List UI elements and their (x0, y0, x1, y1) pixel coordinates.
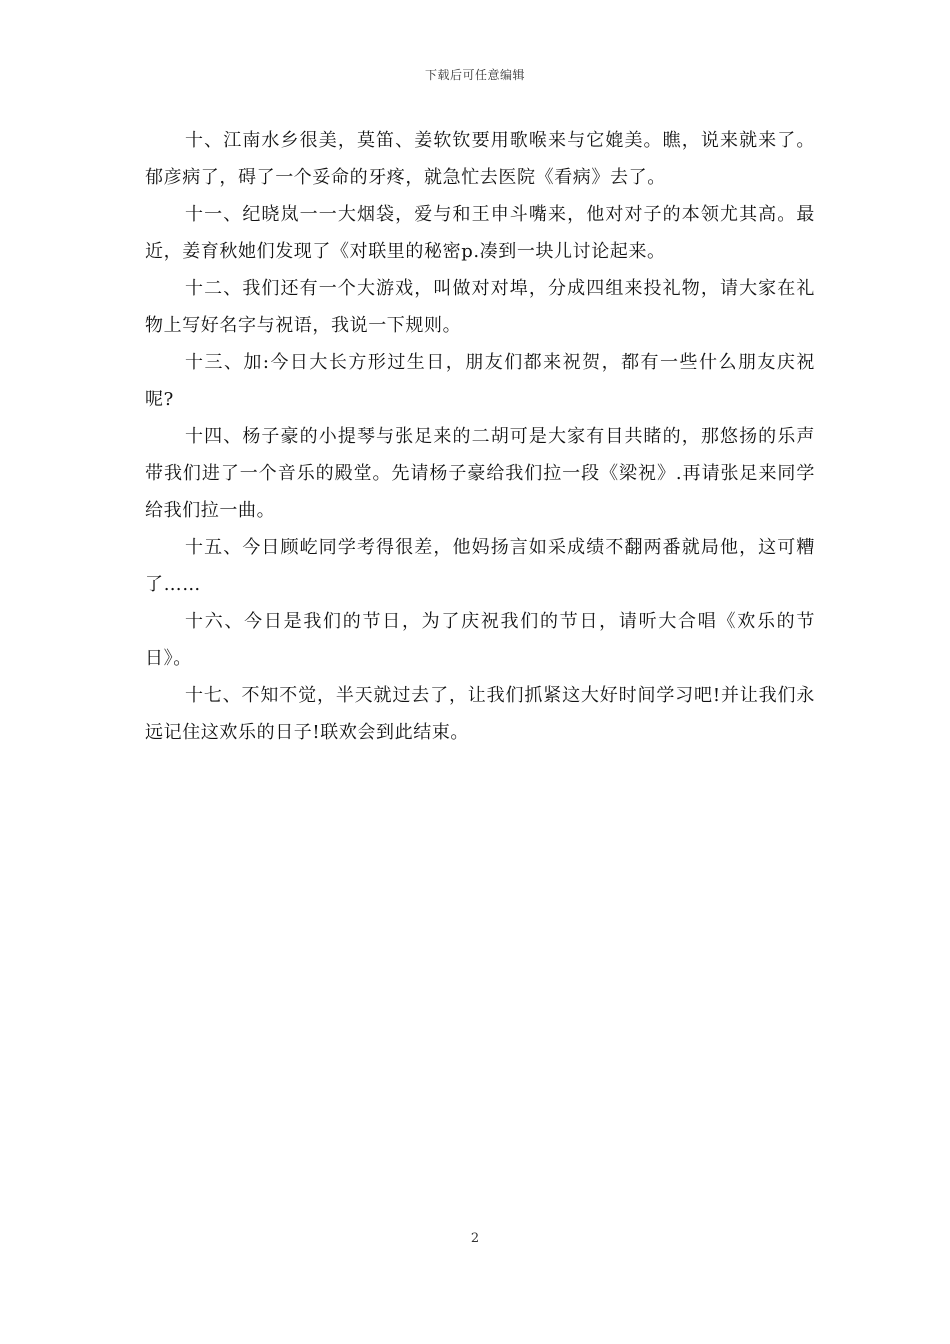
paragraph-12: 十二、我们还有一个大游戏，叫做对对埠，分成四组来投礼物，请大家在礼物上写好名字与祝语，我说一下规则。 (145, 278, 815, 336)
document-body (145, 122, 815, 751)
page-number: 2 (470, 1231, 480, 1246)
paragraph-13: 十三、加:今日大长方形过生日，朋友们都来祝贺，都有一些什么朋友庆祝呢? (145, 352, 815, 410)
paragraph-15: 十五、今日顾屹同学考得很差，他妈扬言如采成绩不翻两番就局他，这可糟了…… (145, 537, 815, 595)
paragraph-11: 十一、纪晓岚一一大烟袋，爱与和王申斗嘴来，他对对子的本领尤其高。最近，姜育秋她们发现了《对联里的秘密p.凑到一块儿讨论起来。 (145, 204, 815, 262)
page-header: 下载后可任意编辑 (424, 68, 525, 82)
paragraph-17: 十七、不知不觉，半天就过去了，让我们抓紧这大好时间学习吧!并让我们永远记住这欢乐的日子!联欢会到此结束。 (145, 685, 815, 743)
paragraph-14: 十四、杨子豪的小提琴与张足来的二胡可是大家有目共睹的，那悠扬的乐声带我们进了一个音乐的殿堂。先请杨子豪给我们拉一段《梁祝》.再请张足来同学给我们拉一曲。 (145, 426, 815, 521)
paragraph-16: 十六、今日是我们的节日，为了庆祝我们的节日，请听大合唱《欢乐的节日》。 (145, 611, 815, 669)
paragraph-10: 十、江南水乡很美，莫笛、姜软钦要用歌喉来与它媲美。瞧，说来就来了。郁彦病了，碍了一个妥命的牙疼，就急忙去医院《看病》去了。 (145, 130, 815, 188)
